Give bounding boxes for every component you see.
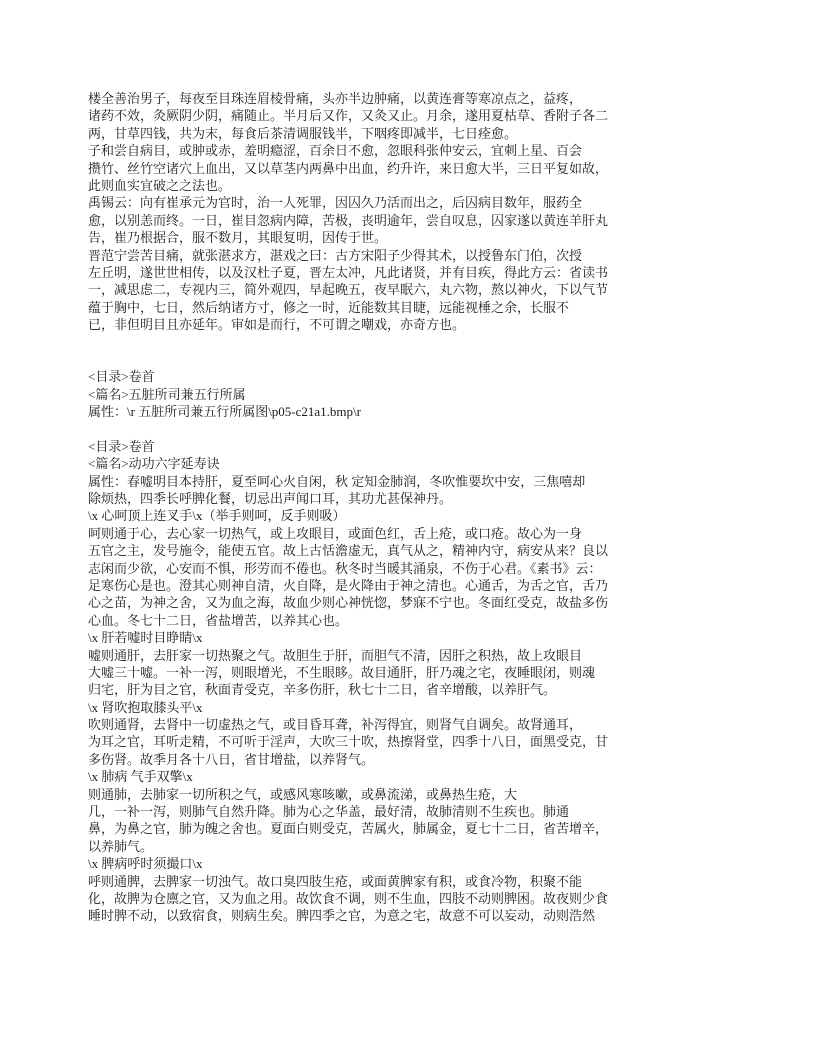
text-line: \x 肺病 气手双擎\x <box>88 769 193 785</box>
text-line: <篇名>动功六字延寿诀 <box>88 456 220 472</box>
text-line: 则通肺，去肺家一切所积之气，或感风寒咳嗽，或鼻流涕，或鼻热生疮，大 <box>88 786 518 802</box>
text-line: 属性：\r 五脏所司兼五行所属图\p05-c21a1.bmp\r <box>88 404 361 420</box>
text-line: 子和尝自病目，或肿或赤，羞明瘾涩，百余日不愈，忽眼科张仲安云，宜刺上星、百会 <box>88 143 583 159</box>
text-line: 蕴于胸中，七日，然后纳诸方寸，修之一时，近能数其目睫，远能视棰之余，长服不 <box>88 299 570 315</box>
document-body <box>88 90 736 925</box>
text-line <box>88 351 736 368</box>
text-line: 以养肺气。 <box>88 838 154 854</box>
text-line: \x 脾病呼时须撮口\x <box>88 856 203 872</box>
text-line: 属性：春嘘明目本持肝，夏至呵心火自闲，秋 定知金肺润，冬吹惟要坎中安，三焦嘻却 <box>88 473 586 489</box>
text-line: 一，减思虑二，专视内三，简外观四，早起晚五，夜早眠六，丸六物，熬以神火，下以气节 <box>88 282 609 298</box>
text-line: 晋范宁尝苦目痛，就张湛求方，湛戏之曰：古方宋阳子少得其术，以授鲁东门伯，次授 <box>88 247 583 263</box>
text-line: 几，一补一泻，则肺气自然升降。肺为心之华盖，最好清，故肺清则不生疾也。肺通 <box>88 804 570 820</box>
text-line: 已，非但明目且亦延年。审如是而行，不可谓之嘲戏，亦奇方也。 <box>88 317 466 333</box>
text-line: 呵则通于心，去心家一切热气，或上攻眼目，或面色红，舌上疮，或口疮。故心为一身 <box>88 525 583 541</box>
text-line <box>88 420 736 437</box>
text-line: 为耳之官，耳听走精，不可听于淫声，大吹三十吹，热擦肾堂，四季十八日，面黑受克，甘 <box>88 734 609 750</box>
text-line: 多伤肾。故季月各十八日，省甘增盐，以养肾气。 <box>88 751 375 767</box>
text-line: 禹锡云：向有崔承元为官时，治一人死罪，因囚久乃活而出之，后囚病目数年，服药全 <box>88 195 583 211</box>
text-line: 化，故脾为仓廪之官，又为血之用。故饮食不调，则不生血，四肢不动则脾困。故夜则少食 <box>88 890 609 906</box>
text-line: 呼则通脾，去脾家一切浊气。故口臭四肢生疮，或面黄脾家有积，或食冷物，积聚不能 <box>88 873 583 889</box>
text-line: <目录>卷首 <box>88 438 155 454</box>
text-line: 愈，以别恙而终。一日，崔目忽病内障，苦极，丧明逾年，尝自叹息，囚家遂以黄连羊肝丸 <box>88 212 609 228</box>
text-line: 心血。冬七十二日，省盐增苦，以养其心也。 <box>88 612 349 628</box>
text-line: 睡时脾不动，以致宿食，则病生矣。脾四季之官，为意之宅，故意不可以妄动，动则浩然 <box>88 908 596 924</box>
text-line: 志闲而少欲，心安而不惧，形劳而不倦也。秋冬时当暖其涌泉，不伤于心君。《素书》云： <box>88 560 602 576</box>
text-line: 诸药不效，灸厥阴少阴，痛随止。半月后又作，又灸又止。月余，遂用夏枯草、香附子各二 <box>88 108 609 124</box>
text-line: <篇名>五脏所司兼五行所属 <box>88 386 246 402</box>
text-line: 嘘则通肝，去肝家一切热聚之气。故胆生于肝，而胆气不清，因肝之积热，故上攻眼目 <box>88 647 583 663</box>
text-line: 攒竹、丝竹空诸穴上血出，又以草茎内两鼻中出血，约升许，来日愈大半，三日平复如故， <box>88 160 609 176</box>
text-line: 此则血实宜破之之法也。 <box>88 177 232 193</box>
text-line: 鼻，为鼻之官，肺为魄之舍也。夏面白则受克，苦属火，肺属金，夏七十二日，省苦增辛， <box>88 821 609 837</box>
text-line: 告，崔乃根据合，服不数月，其眼复明，因传于世。 <box>88 230 388 246</box>
text-line: 足寒伤心是也。澄其心则神自清，火自降，是火降由于神之清也。心通舌，为舌之官，舌乃 <box>88 577 609 593</box>
text-line: \x 心呵顶上连叉手\x（举手则呵，反手则吸） <box>88 508 346 524</box>
text-line: 楼全善治男子，每夜至目珠连眉棱骨痛，头亦半边肿痛，以黄连膏等寒凉点之，益疼， <box>88 91 583 106</box>
text-line: 除烦热，四季长呼脾化餐，切忌出声闻口耳，其功尤甚保神丹。 <box>88 490 453 506</box>
text-line: 左丘明，遂世世相传，以及汉杜子夏，晋左太冲，凡此诸贤，并有目疾，得此方云：省读书 <box>88 264 609 280</box>
text-line: 两，甘草四钱，共为末，每食后茶清调服钱半，下咽疼即减半，七日痊愈。 <box>88 125 518 141</box>
text-line: 心之苗，为神之舍，又为血之海，故血少则心神恍惚，梦寐不宁也。冬面红受克，故盐多伤 <box>88 595 609 611</box>
text-line <box>88 333 736 350</box>
text-line: 归宅，肝为目之官，秋面青受克，辛多伤肝，秋七十二日，省辛增酸，以养肝气。 <box>88 682 557 698</box>
text-line: 吹则通肾，去肾中一切虚热之气，或目昏耳聋，补泻得宜，则肾气自调矣。故肾通耳， <box>88 717 583 733</box>
text-line: 大嘘三十嘘。一补一泻，则眼增光，不生眼眵。故目通肝，肝乃魂之宅，夜睡眼闭，则魂 <box>88 664 596 680</box>
text-line: \x 肝若嘘时目睁睛\x <box>88 630 203 646</box>
text-line: <目录>卷首 <box>88 369 155 385</box>
text-line: 五官之主，发号施令，能使五官。故上古恬澹虚无，真气从之，精神内守，病安从来？良以 <box>88 543 609 559</box>
text-line: \x 肾吹抱取膝头平\x <box>88 699 203 715</box>
